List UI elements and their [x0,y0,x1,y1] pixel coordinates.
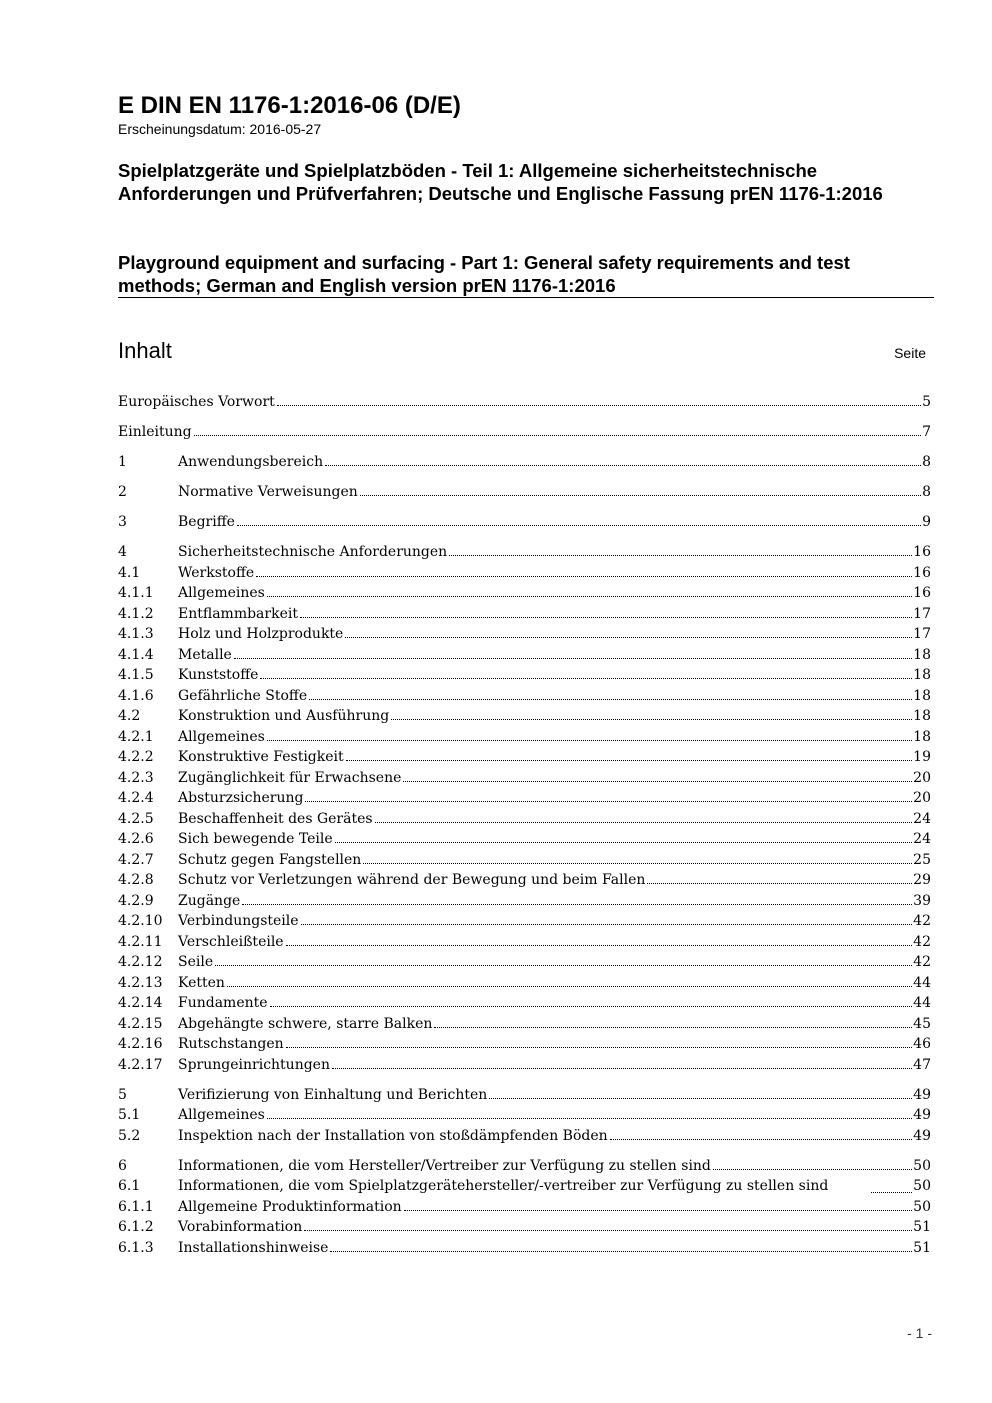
toc-entry-number: 6.1.2 [118,1219,154,1235]
table-of-contents [118,392,931,1258]
toc-entry-page: 50 [913,1157,931,1174]
toc-entry[interactable] [118,1176,931,1197]
toc-entry[interactable] [118,1197,931,1218]
toc-entry-page: 18 [913,667,931,683]
toc-entry-page: 16 [913,564,931,581]
toc-entry-number: 4.2.6 [118,831,154,847]
toc-dot-leader [360,495,921,496]
page-number: - 1 - [907,1325,932,1341]
toc-entry-title: Einleitung [118,424,192,440]
toc-entry-title: Allgemeines [178,728,265,745]
toc-dot-leader [335,842,913,843]
toc-entry-title: Normative Verweisungen [178,484,358,500]
toc-dot-leader [267,596,912,597]
toc-entry[interactable] [118,624,931,645]
toc-entry-title: Kunststoffe [178,667,259,683]
toc-entry-title: Zugänge [178,892,241,909]
toc-entry-title: Gefährliche Stoffe [178,687,308,704]
toc-entry[interactable] [118,850,931,871]
toc-entry-number: 4.2.4 [118,790,154,806]
toc-entry-number: 4.2.14 [118,995,163,1011]
toc-entry-title: Werkstoffe [178,564,255,581]
toc-entry-page: 51 [913,1239,931,1256]
toc-entry-page: 47 [913,1056,931,1073]
toc-dot-leader [286,1047,913,1048]
toc-entry-number: 4.2.17 [118,1056,163,1073]
toc-entry[interactable] [118,1238,931,1259]
toc-entry-number: 4.1.3 [118,626,154,642]
toc-entry-page: 16 [913,585,931,601]
toc-entry-title: Zugänglichkeit für Erwachsene [178,769,402,786]
toc-entry[interactable] [118,932,931,953]
toc-entry-number: 2 [118,484,127,500]
toc-entry[interactable] [118,1085,931,1106]
toc-entry-page: 16 [913,544,931,560]
toc-dot-leader [449,555,912,556]
toc-entry-number: 6 [118,1157,127,1174]
toc-entry-number: 4.2 [118,708,141,724]
toc-entry-number: 1 [118,454,127,470]
toc-entry-page: 7 [922,424,931,440]
toc-dot-leader [610,1139,913,1140]
toc-entry-page: 9 [922,514,931,530]
toc-entry-title: Absturzsicherung [178,790,304,806]
toc-entry[interactable] [118,993,931,1014]
toc-entry[interactable] [118,583,931,604]
toc-entry-number: 4.2.9 [118,892,154,909]
toc-dot-leader [309,699,912,700]
toc-entry-page: 8 [922,484,931,500]
toc-dot-leader [300,617,912,618]
toc-heading: Inhalt [118,338,172,363]
toc-dot-leader [330,1251,912,1252]
toc-dot-leader [234,658,912,659]
toc-entry-number: 5.1 [118,1107,141,1123]
toc-entry-page: 18 [913,646,931,663]
toc-entry[interactable] [118,911,931,932]
toc-entry-number: 4.1.6 [118,687,154,704]
toc-entry-page: 24 [913,831,931,847]
toc-dot-leader [242,904,912,905]
toc-entry-title: Inspektion nach der Installation von stoßdämpfenden Böden [178,1127,608,1144]
toc-entry-page: 51 [913,1219,931,1235]
toc-dot-leader [194,435,922,436]
toc-entry[interactable] [118,482,931,503]
toc-dot-leader [332,1068,912,1069]
toc-entry-title: Schutz vor Verletzungen während der Bewegung und beim Fallen [178,872,646,888]
toc-entry-page: 49 [913,1086,931,1103]
toc-entry-title: Fundamente [178,995,268,1011]
toc-dot-leader [301,924,913,925]
toc-entry-number: 4.2.12 [118,954,163,970]
toc-dot-leader [345,637,912,638]
toc-dot-leader [227,986,912,987]
toc-entry-page: 18 [913,728,931,745]
toc-entry[interactable] [118,1217,931,1238]
toc-entry-title: Sich bewegende Teile [178,831,333,847]
toc-entry-page: 8 [922,454,931,470]
toc-entry[interactable] [118,512,931,533]
toc-entry-title: Konstruktive Festigkeit [178,749,344,765]
toc-entry-title: Metalle [178,646,232,663]
toc-entry[interactable] [118,788,931,809]
toc-entry-number: 4.2.1 [118,728,154,745]
toc-entry-number: 4.1.5 [118,667,154,683]
toc-entry-page: 42 [913,913,931,929]
toc-entry-number: 4.2.8 [118,872,154,888]
toc-dot-leader [277,405,921,406]
toc-entry-number: 4.1.2 [118,605,154,622]
toc-entry-title: Schutz gegen Fangstellen [178,851,362,868]
toc-entry-number: 4.2.15 [118,1015,163,1032]
toc-dot-leader [403,781,912,782]
toc-entry-title: Informationen, die vom Spielplatzgerätehersteller/-vertreiber zur Verfügung zu stellen sind [178,1178,829,1194]
toc-entry-page: 17 [913,626,931,642]
toc-entry-number: 4.1 [118,564,141,581]
toc-entry-number: 4.1.4 [118,646,154,663]
toc-entry[interactable] [118,1014,931,1035]
toc-entry[interactable] [118,829,931,850]
toc-entry[interactable] [118,768,931,789]
toc-dot-leader [256,576,912,577]
toc-dot-leader [713,1169,912,1170]
toc-entry-title: Begriffe [178,514,235,530]
toc-entry-page: 50 [913,1178,931,1194]
toc-entry-title: Sicherheitstechnische Anforderungen [178,544,448,560]
toc-entry-title: Verbindungsteile [178,913,299,929]
toc-entry-page: 29 [913,872,931,888]
toc-entry[interactable] [118,665,931,686]
toc-entry-page: 39 [913,892,931,909]
toc-entry-page: 20 [913,790,931,806]
toc-entry-title: Konstruktion und Ausführung [178,708,390,724]
title-german: Spielplatzgeräte und Spielplatzböden - Teil 1: Allgemeine sicherheitstechnische Anforderungen und Prüfverfahren; Deutsche und Englische Fassung prEN 1176-1:2016 [118,160,883,204]
toc-entry-number: 4.2.5 [118,810,154,827]
toc-entry-page: 18 [913,687,931,704]
document-id: E DIN EN 1176-1:2016-06 (D/E) [118,92,461,119]
toc-page-label: Seite [894,345,926,361]
toc-dot-leader [871,1192,912,1193]
toc-entry-number: 4.2.11 [118,933,163,950]
toc-entry-title: Allgemeine Produktinformation [178,1198,402,1215]
toc-entry-number: 4.2.10 [118,913,163,929]
toc-entry-page: 46 [913,1036,931,1052]
publication-date: Erscheinungsdatum: 2016-05-27 [118,121,322,137]
toc-entry[interactable] [118,973,931,994]
toc-entry[interactable] [118,542,931,563]
toc-entry-page: 50 [913,1198,931,1215]
toc-entry-title: Entflammbarkeit [178,605,298,622]
toc-entry-page: 24 [913,810,931,827]
toc-dot-leader [304,1230,912,1231]
toc-dot-leader [215,965,912,966]
toc-entry-title: Allgemeines [178,1107,265,1123]
title-english: Playground equipment and surfacing - Part 1: General safety requirements and test methods; German and English version prEN 1176-1:2016 [118,252,850,296]
toc-entry[interactable] [118,1156,931,1177]
toc-entry-title: Abgehängte schwere, starre Balken [178,1015,433,1032]
toc-entry[interactable] [118,392,931,413]
toc-entry-number: 5.2 [118,1127,141,1144]
toc-entry-title: Rutschstangen [178,1036,284,1052]
toc-dot-leader [270,1006,913,1007]
toc-entry-number: 4.2.2 [118,749,154,765]
toc-entry-number: 4.2.16 [118,1036,163,1052]
toc-entry-title: Sprungeinrichtungen [178,1056,330,1073]
header-rule [118,297,934,298]
toc-entry-page: 19 [913,749,931,765]
toc-entry[interactable] [118,747,931,768]
toc-entry-number: 4.2.7 [118,851,154,868]
toc-entry-title: Anwendungsbereich [178,454,324,470]
toc-entry-title: Europäisches Vorwort [118,394,275,410]
toc-entry[interactable] [118,1055,931,1076]
toc-entry-number: 6.1 [118,1178,141,1194]
toc-entry[interactable] [118,706,931,727]
toc-dot-leader [363,863,912,864]
toc-entry-page: 49 [913,1107,931,1123]
toc-dot-leader [391,719,912,720]
toc-dot-leader [375,822,913,823]
toc-entry-title: Verifizierung von Einhaltung und Berichten [178,1086,488,1103]
toc-entry-page: 42 [913,933,931,950]
toc-entry[interactable] [118,645,931,666]
toc-dot-leader [305,801,912,802]
toc-entry[interactable] [118,452,931,473]
toc-entry-page: 18 [913,708,931,724]
toc-entry[interactable] [118,422,931,443]
toc-entry-page: 44 [913,974,931,991]
toc-entry[interactable] [118,809,931,830]
toc-entry[interactable] [118,1126,931,1147]
toc-entry-number: 6.1.3 [118,1239,154,1256]
toc-entry-page: 42 [913,954,931,970]
toc-entry-number: 4.2.13 [118,974,163,991]
toc-dot-leader [267,740,912,741]
toc-entry-number: 4.1.1 [118,585,154,601]
toc-entry[interactable] [118,686,931,707]
toc-dot-leader [346,760,913,761]
toc-entry-page: 20 [913,769,931,786]
toc-entry-title: Ketten [178,974,225,991]
toc-dot-leader [404,1210,912,1211]
toc-entry-page: 45 [913,1015,931,1032]
toc-entry-title: Beschaffenheit des Gerätes [178,810,373,827]
toc-entry-page: 25 [913,851,931,868]
toc-entry[interactable] [118,952,931,973]
toc-dot-leader [325,465,921,466]
toc-entry-number: 5 [118,1086,127,1103]
toc-entry[interactable] [118,891,931,912]
toc-entry-number: 3 [118,514,127,530]
toc-dot-leader [237,525,921,526]
toc-dot-leader [260,678,912,679]
toc-entry-number: 4.2.3 [118,769,154,786]
toc-entry-page: 17 [913,605,931,622]
toc-entry-title: Holz und Holzprodukte [178,626,344,642]
toc-dot-leader [489,1098,912,1099]
toc-dot-leader [434,1027,912,1028]
toc-entry-number: 4 [118,544,127,560]
toc-entry-page: 49 [913,1127,931,1144]
toc-entry-page: 5 [922,394,931,410]
toc-entry-title: Seile [178,954,214,970]
toc-entry-title: Installationshinweise [178,1239,329,1256]
toc-entry-number: 6.1.1 [118,1198,154,1215]
toc-entry[interactable] [118,870,931,891]
toc-entry-title: Verschleißteile [178,933,284,950]
toc-dot-leader [286,945,913,946]
toc-entry-title: Allgemeines [178,585,265,601]
toc-dot-leader [647,883,912,884]
toc-entry[interactable] [118,604,931,625]
toc-dot-leader [267,1118,912,1119]
toc-entry-page: 44 [913,995,931,1011]
toc-entry[interactable] [118,727,931,748]
toc-entry[interactable] [118,1105,931,1126]
toc-entry[interactable] [118,563,931,584]
toc-entry-title: Informationen, die vom Hersteller/Vertreiber zur Verfügung zu stellen sind [178,1157,711,1174]
toc-entry-title: Vorabinformation [178,1219,303,1235]
toc-entry[interactable] [118,1034,931,1055]
